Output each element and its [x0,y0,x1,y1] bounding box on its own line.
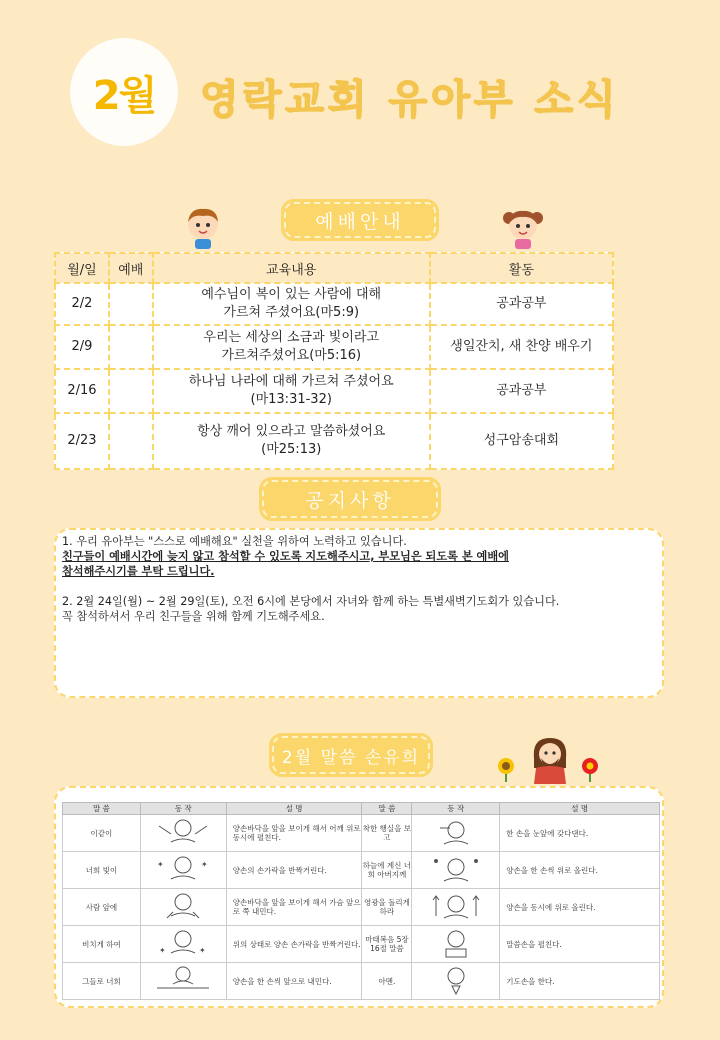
gesture-word: 이같이 [63,815,141,852]
gesture-word: 너희 빛이 [63,852,141,889]
gesture-section-title [272,736,430,774]
gesture-desc: 양손바닥을 앞을 보이게 해서 어깨 위로 동시에 펼친다. [226,815,362,852]
gesture-desc: 위의 상태로 양손 손가락을 반짝거린다. [226,926,362,963]
red-flower-icon [578,756,602,782]
gesture-figure [412,889,500,926]
notice-item2-line2: 꼭 참석하셔서 우리 친구들을 위해 함께 기도해주세요. [62,610,325,623]
content-line: 우리는 세상의 소금과 빛이라고 [203,330,380,345]
notice-section-label: 공지사항 [305,489,395,512]
gesture-figure-icon [153,853,213,885]
table-row [63,889,660,926]
col-word-left: 말 씀 [63,803,141,815]
svg-text:✦: ✦ [201,860,208,869]
gesture-word: 착한 행실을 보고 [362,815,412,852]
row-activity: 공과공부 [430,369,613,413]
gesture-word: 영광을 돌리게 하라 [362,889,412,926]
table-header-row [55,253,613,283]
row-content [153,369,430,413]
gesture-section-label: 2월 말씀 손유희 [281,747,421,768]
gesture-desc: 말씀손을 펼친다. [500,926,660,963]
gesture-figure-icon [426,816,486,848]
row-date: 2/23 [55,413,109,469]
col-activity: 활동 [430,253,613,283]
gesture-word: 비치게 하여 [63,926,141,963]
gesture-desc: 양손바닥을 앞을 보이게 해서 가슴 앞으로 쭉 내민다. [226,889,362,926]
jesus-icon [528,734,572,784]
row-activity: 공과공부 [430,283,613,325]
gesture-figure-icon [426,890,486,922]
gesture-word: 그들로 너희 [63,963,141,1000]
row-date: 2/16 [55,369,109,413]
gesture-box [54,786,664,1008]
row-activity: 생일잔치, 새 찬양 배우기 [430,325,613,369]
notice-box [54,528,664,698]
gesture-figure-icon [153,890,213,922]
svg-text:✦: ✦ [199,946,206,955]
row-service [109,325,153,369]
content-line: (마13:31-32) [250,392,332,407]
gesture-figure [140,926,226,963]
row-content [153,325,430,369]
table-row [63,852,660,889]
gesture-figure [412,815,500,852]
month-badge [70,38,178,146]
worship-section-title [284,202,436,238]
col-content: 교육내용 [153,253,430,283]
gesture-figure-icon [153,964,213,996]
gesture-figure [140,815,226,852]
gesture-desc: 양손을 한 손씩 앞으로 내민다. [226,963,362,1000]
gesture-desc: 양손을 동시에 위로 올린다. [500,889,660,926]
gesture-figure-icon [426,853,486,885]
notice-item1-line3: 참석해주시기를 부탁 드립니다. [62,565,215,578]
content-line: 하나님 나라에 대해 가르쳐 주셨어요 [188,374,394,389]
gesture-figure-icon [153,816,213,848]
gesture-word: 사람 앞에 [63,889,141,926]
gesture-desc: 기도손을 한다. [500,963,660,1000]
gesture-figure [140,852,226,889]
gesture-figure-icon [153,927,213,959]
notice-item1-line1: 1. 우리 유아부는 "스스로 예배해요" 실천을 위하여 노력하고 있습니다. [62,535,407,548]
page-title: 영락교회 유아부 소식 [200,77,620,123]
gesture-word: 마태복음 5장 16절 말씀 [362,926,412,963]
svg-text:✦: ✦ [159,946,166,955]
col-desc-right: 설 명 [500,803,660,815]
notice-spacer [62,579,656,594]
gesture-word: 아멘. [362,963,412,1000]
sunflower-icon [494,756,518,782]
table-row [63,926,660,963]
col-date: 월/일 [55,253,109,283]
col-action-right: 동 작 [412,803,500,815]
col-service: 예배 [109,253,153,283]
notice-item1-line2: 친구들이 예배시간에 늦지 않고 참석할 수 있도록 지도해주시고, 부모님은 되도록 본 예배에 [62,550,509,563]
gesture-desc: 양손을 한 손씩 위로 올린다. [500,852,660,889]
notice-section-title [262,480,438,518]
gesture-desc: 한 손을 눈앞에 갖다댄다. [500,815,660,852]
table-row [55,413,613,469]
content-line: 가르쳐주셨어요(마5:16) [221,348,362,363]
col-word-right: 말 씀 [362,803,412,815]
table-row [63,815,660,852]
gesture-figure [412,926,500,963]
gesture-figure [140,963,226,1000]
table-row [55,283,613,325]
row-service [109,369,153,413]
table-row [63,963,660,1000]
worship-section-label: 예배안내 [315,210,405,233]
row-date: 2/9 [55,325,109,369]
col-desc-left: 설 명 [226,803,362,815]
row-service [109,283,153,325]
content-line: 가르쳐 주셨어요(마5:9) [223,305,360,320]
notice-item2-line1: 2. 2월 24일(월) ~ 2월 29일(토), 오전 6시에 본당에서 자녀와 함께 하는 특별새벽기도회가 있습니다. [62,595,560,608]
gesture-word: 하늘에 계신 너희 아버지께 [362,852,412,889]
table-row [55,325,613,369]
gesture-table [62,802,660,1000]
girl-icon [500,204,546,250]
gesture-header-row [63,803,660,815]
svg-text:✦: ✦ [157,860,164,869]
row-service [109,413,153,469]
gesture-figure [412,963,500,1000]
row-date: 2/2 [55,283,109,325]
gesture-desc: 양손의 손가락을 반짝거린다. [226,852,362,889]
gesture-figure-icon [426,927,486,959]
worship-schedule-table [54,252,614,470]
row-content [153,413,430,469]
row-activity: 성구암송대회 [430,413,613,469]
content-line: 예수님이 복이 있는 사람에 대해 [201,287,382,302]
gesture-figure [412,852,500,889]
gesture-figure-icon [426,964,486,996]
col-action-left: 동 작 [140,803,226,815]
content-line: 항상 깨어 있으라고 말씀하셨어요 [197,424,386,439]
content-line: (마25:13) [261,442,322,457]
table-row [55,369,613,413]
month-label: 2월 [92,72,156,119]
gesture-figure [140,889,226,926]
row-content [153,283,430,325]
boy-icon [180,204,226,250]
